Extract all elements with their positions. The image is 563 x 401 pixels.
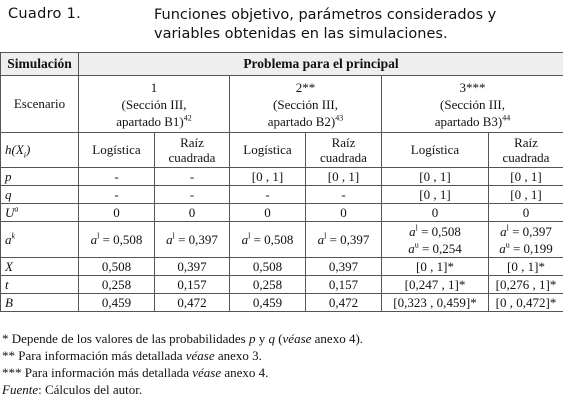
table-cell: [0 , 0,472]* (489, 294, 563, 312)
table-cell: [0 , 1] (230, 168, 306, 186)
table-cell: [0 , 1] (382, 186, 489, 204)
table-cell: $a^l = 0,397$ (155, 222, 230, 258)
footnote-2: ** Para información más detallada véase anexo 3. (2, 348, 262, 363)
table-cell: 0,459 (230, 294, 306, 312)
function-row (1, 133, 563, 168)
table-row (1, 276, 563, 294)
table-cell: 0,258 (79, 276, 155, 294)
problema-header: Problema para el principal (79, 53, 563, 76)
table-cell: $a^l = 0,397$ $a^u = 0,199$ (489, 222, 563, 258)
table-row (1, 222, 563, 258)
table-cell: $a^l = 0,508$ (230, 222, 306, 258)
source-note: Fuente: Cálculos del autor. (2, 382, 143, 397)
table-cell: - (306, 186, 382, 204)
table-cell: [0 , 1]* (489, 258, 563, 276)
table-row (1, 186, 563, 204)
table-cell: 0,472 (306, 294, 382, 312)
func-cell: Logística (230, 133, 306, 168)
escenario-label: Escenario (1, 76, 79, 133)
table-cell: - (79, 186, 155, 204)
row-label: p (1, 168, 79, 186)
table-cell: 0,157 (306, 276, 382, 294)
table-cell: [0,247 , 1]* (382, 276, 489, 294)
table-cell: 0 (489, 204, 563, 222)
results-table (0, 52, 563, 312)
table-cell: 0 (382, 204, 489, 222)
table-cell: 0,508 (79, 258, 155, 276)
row-label: $U^a$ (1, 204, 79, 222)
row-label: $a^k$ (1, 222, 79, 258)
table-cell: 0 (79, 204, 155, 222)
hx-label: $h(X_i)$ (1, 133, 79, 168)
table-cell: [0,276 , 1]* (489, 276, 563, 294)
table-row (1, 204, 563, 222)
table-cell: [0 , 1] (489, 168, 563, 186)
simulacion-header: Simulación (1, 53, 79, 76)
table-cell: 0,258 (230, 276, 306, 294)
table-caption (8, 6, 558, 46)
table-cell: $a^l = 0,397$ (306, 222, 382, 258)
table-cell: 0,508 (230, 258, 306, 276)
table-cell: [0 , 1]* (382, 258, 489, 276)
func-cell: Raíz cuadrada (155, 133, 230, 168)
table-cell: 0,397 (306, 258, 382, 276)
table-cell: 0 (306, 204, 382, 222)
escenario-2: 2** (Sección III, apartado B2)$^{43}$ (230, 76, 382, 133)
table-cell: - (79, 168, 155, 186)
row-label: q (1, 186, 79, 204)
table-row (1, 258, 563, 276)
func-cell: Raíz cuadrada (489, 133, 563, 168)
table-cell: 0,157 (155, 276, 230, 294)
escenario-1: 1 (Sección III, apartado B1)$^{42}$ (79, 76, 230, 133)
table-cell: [0 , 1] (489, 186, 563, 204)
table-row (1, 294, 563, 312)
escenario-3: 3*** (Sección III, apartado B3)$^{44}$ (382, 76, 563, 133)
table-cell: [0 , 1] (382, 168, 489, 186)
func-cell: Logística (382, 133, 489, 168)
table-cell: $a^l = 0,508$ (79, 222, 155, 258)
func-cell: Logística (79, 133, 155, 168)
table-cell: 0 (230, 204, 306, 222)
row-label: B (1, 294, 79, 312)
table-cell: 0,459 (79, 294, 155, 312)
table-cell: 0,472 (155, 294, 230, 312)
footnote-1: * Depende de los valores de las probabilidades p y q (véase anexo 4). (2, 331, 364, 346)
escenario-row (1, 76, 563, 133)
table-cell: $a^l = 0,508$ $a^u = 0,254$ (382, 222, 489, 258)
table-cell: [0 , 1] (306, 168, 382, 186)
footnote-3: *** Para información más detallada véase anexo 4. (2, 365, 269, 380)
table-cell: - (230, 186, 306, 204)
table-cell: - (155, 186, 230, 204)
table-cell: 0,397 (155, 258, 230, 276)
footnotes (2, 330, 363, 398)
row-label: t (1, 276, 79, 294)
table-cell: - (155, 168, 230, 186)
table-cell: 0 (155, 204, 230, 222)
row-label: X (1, 258, 79, 276)
caption-title: Funciones objetivo, parámetros considerados y variables obtenidas en las simulaciones. (154, 7, 497, 42)
table-row (1, 168, 563, 186)
table-cell: [0,323 , 0,459]* (382, 294, 489, 312)
header-row (1, 53, 563, 76)
caption-label: Cuadro 1. (8, 6, 82, 22)
func-cell: Raíz cuadrada (306, 133, 382, 168)
